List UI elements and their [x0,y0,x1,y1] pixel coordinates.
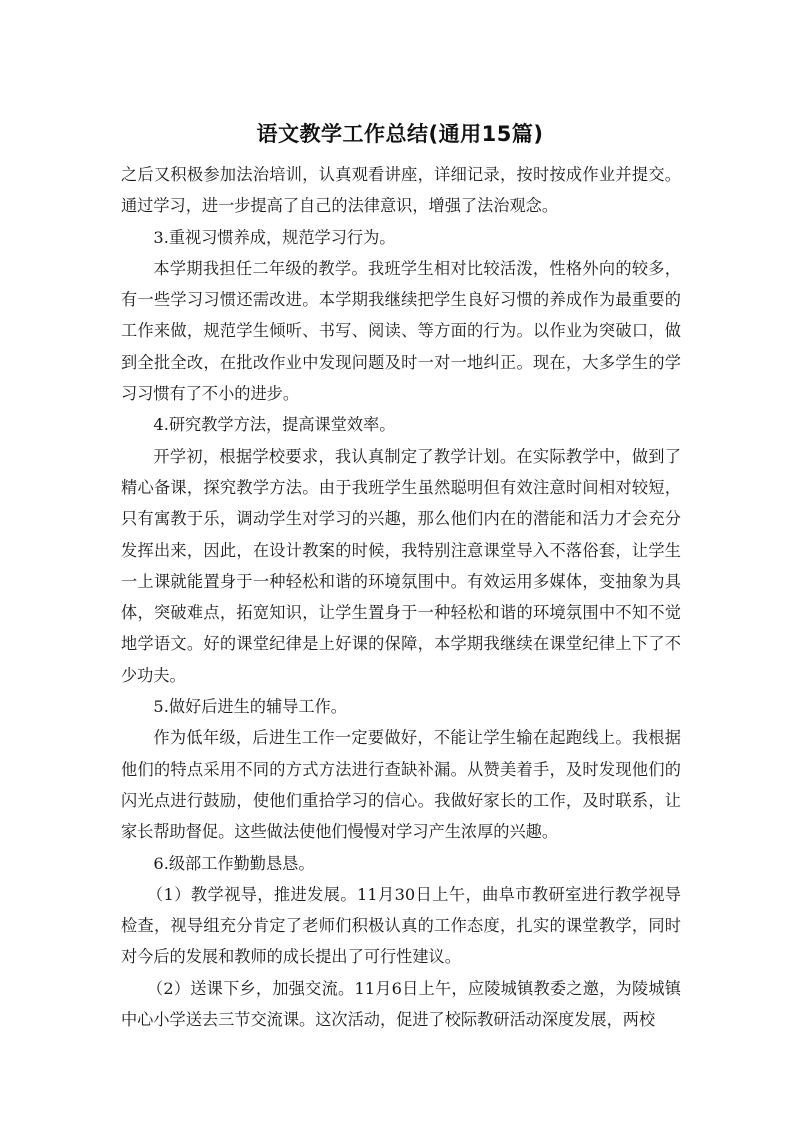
section-heading-5: 5.做好后进生的辅导工作。 [153,697,347,717]
paragraph-methods: 开学初，根据学校要求，我认真制定了教学计划。在实际教学中，做到了精心备课，探究教学方法。由于我班学生虽然聪明但有效注意时间相对较短，只有寓教于乐，调动学生对学习的兴趣，那么他们内在的潜能和活力才会充分发挥出来，因此，在设计教案的时候，我特别注意课堂导入不落俗套，让学生一上课就能置身于一种轻松和谐的环境氛围中。有效运用多媒体，变抽象为具体，突破难点，拓宽知识，让学生置身于一种轻松和谐的环境氛围中不知不觉地学语文。好的课堂纪律是上好课的保障，本学期我继续在课堂纪律上下了不少功夫。 [121,446,681,685]
section-heading-6: 6.级部工作勤勤恳恳。 [153,853,315,873]
paragraph-1: 之后又积极参加法治培训，认真观看讲座，详细记录，按时按成作业并提交。通过学习，进一步提高了自己的法律意识，增强了法治观念。 [121,165,681,216]
section-heading-3: 3.重视习惯养成，规范学习行为。 [153,227,396,247]
paragraph-tutoring: 作为低年级，后进生工作一定要做好，不能让学生输在起跑线上。我根据他们的特点采用不同的方式方法进行查缺补漏。从赞美着手，及时发现他们的闪光点进行鼓励，使他们重拾学习的信心。我做好家长的工作，及时联系，让家长帮助督促。这些做法使他们慢慢对学习产生浓厚的兴趣。 [121,728,681,842]
paragraph-item-2: （2）送课下乡，加强交流。11月6日上午，应陵城镇教委之邀，为陵城镇中心小学送去三节交流课。这次活动，促进了校际教研活动深度发展，两校 [121,978,681,1030]
document-body [121,159,681,1035]
paragraph-item-1: （1）教学视导，推进发展。11月30日上午，曲阜市教研室进行教学视导检查，视导组充分肯定了老师们积极认真的工作态度，扎实的课堂教学，同时对今后的发展和教师的成长提出了可行性建议。 [121,884,681,967]
paragraph-habits: 本学期我担任二年级的教学。我班学生相对比较活泼，性格外向的较多，有一些学习习惯还需改进。本学期我继续把学生良好习惯的养成作为最重要的工作来做，规范学生倾听、书写、阅读、等方面的行为。以作业为突破口，做到全批全改，在批改作业中发现问题及时一对一地纠正。现在，大多学生的学习习惯有了不小的进步。 [121,258,681,404]
document-title: 语文教学工作总结(通用15篇) [256,122,544,146]
section-heading-4: 4.研究教学方法，提高课堂效率。 [153,415,396,435]
